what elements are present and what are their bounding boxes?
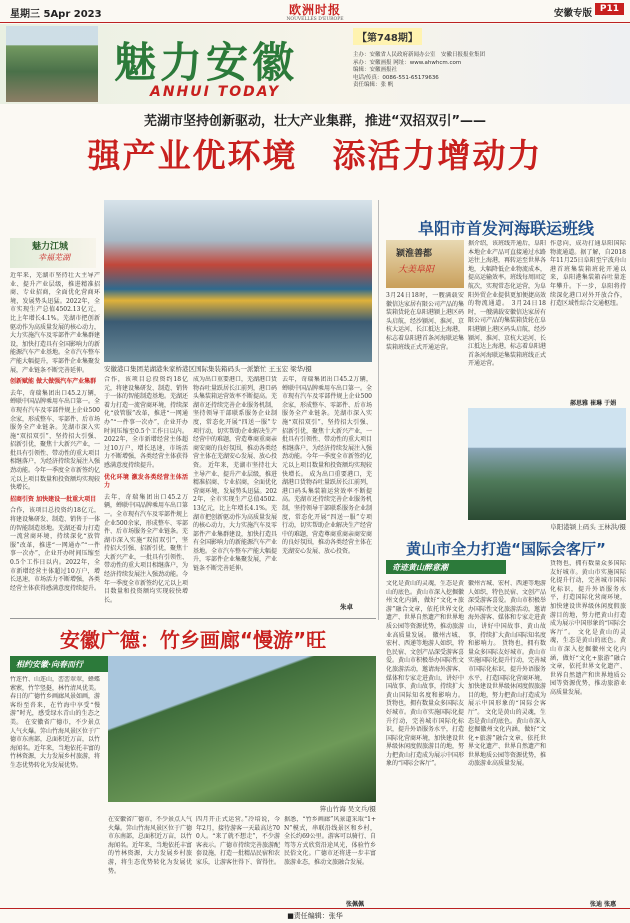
lead-column-1	[10, 272, 100, 612]
lead-column-3	[193, 376, 277, 612]
info-line: 责任编辑：张 帆	[353, 82, 394, 88]
huangshan-column-2	[468, 580, 546, 898]
lead-text: 去年，奇瑞集团出口45.2万辆，蝉联中国品牌乘用车出口第一。全市现有汽车及零部件规上企业500余家，形成整车、零部件、后市场服务全产业链条。芜湖市深入实施“双招双引”，坚持招大引强、招新引优，聚焦十大新兴产业，一批具有引领性、带动性的重大项目相继落户，为经济持续发展注入强劲动能。今年一季度全市新签约亿元以上项目数量和投资额均实现较快增长。	[10, 389, 100, 492]
lead-text: 合作，该项目总投资约18亿元，将建设集研发、制造、销售于一体的智能制造基地。芜湖还着力打造一流营商环境，持续深化“放管服”改革，推进“一网通办”“一件事一次办”，企业开办时间压缩至0.5个工作日以内。2022年，全市新增经营主体超过10万户，增长迅速，市场活力不断增强，各类经营主体获得感满意度持续提升。	[104, 376, 188, 469]
lead-column-2	[104, 376, 188, 612]
lead-subhead-1: 创新赋能 做大做强汽车产业集群	[10, 378, 97, 386]
lead-subhead-2: 招商引资 加快建设一批重大项目	[10, 495, 97, 503]
huangshan-column-1	[386, 580, 464, 898]
bamboo-text: 四月开正式运营。”冷培说，今年2月，接待游客一天最高达700人。“来了就不想走”，不少游客表示。广德市持续完善旅游配套设施，打造一批精品民宿和农家乐，让游客住得下、留得住。	[196, 816, 280, 866]
fuyang-byline: 郝思雅 崔琳 于娟	[570, 400, 617, 407]
fuyang-banner-title: 颍淮善都	[396, 249, 433, 259]
masthead	[0, 24, 630, 104]
port-photo-caption: 安徽港口集团芜湖港朱家桥港区国际集装箱码头一派繁忙 王玉宏 梁华/摄	[104, 365, 312, 373]
bamboo-column-1	[10, 676, 100, 898]
lead-column-4	[282, 376, 372, 602]
bamboo-text: 竹连竹、山连山，峦峦翠翠，蜂蝶萦萦，竹竿竖挺，林竹清风优美。春日的广德竹乡画廊风景如画，游客纷至沓来，在竹海中享受“慢游”时光，感受绿水青山的生态之美。	[10, 676, 100, 726]
lead-text: 成为出口重要港口，芜湖港口货物吞吐量跃居长江前列，港口码头集装箱运营效率不断提高。芜湖市还持续完善企业服务机制，坚持领导干部联系服务企业制度，常态化开展“四送一服”专项行动，切实帮助企业解决生产经营中的难题，营造尊商重商亲商安商的良好氛围，推动各类经营主体在芜湖安心发展、放心投资。	[193, 376, 277, 469]
bamboo-forest-photo	[108, 656, 376, 802]
masthead-title: 魅力安徽	[114, 38, 299, 87]
masthead-info	[353, 52, 623, 90]
fuyang-column-1	[386, 292, 464, 492]
paper-name: 欧洲时报	[288, 3, 341, 17]
lead-text: 去年，奇瑞集团出口45.2万辆，蝉联中国品牌乘用车出口第一。全市现有汽车及零部件规上企业500余家，形成整车、零部件、后市场服务全产业链条。芜湖市深入实施“双招双引”，坚持招大引强、招新引优，聚焦十大新兴产业，一批具有引领性、带动性的重大项目相继落户，为经济持续发展注入强劲动能。今年一季度全市新签约亿元以上项目数量和投资额均实现较快增长。	[104, 493, 188, 604]
bamboo-text: 据悉，“竹乡画廊”风景道采取“1+N”模式，串联沿线景区和乡村，全长约69公里。游客可以骑行、自驾等方式欣赏沿途风光，体验竹乡民俗文化。广德市还将进一步丰富旅游业态，推动文旅融合发展。	[284, 816, 376, 866]
lead-subhead-3: 优化环境 激发各类经营主体活力	[104, 473, 188, 490]
huangshan-banner-title: 奇迹黄山醉意潮	[392, 563, 448, 572]
paper-logo	[268, 1, 362, 22]
lead-text: 近年来，芜湖市坚持壮大主导产业、提升产业层级，推进精准招商、专业招商，全面优化营商环境，发展势头迅猛。2022年，全市实现生产总值4502.13亿元，比上年增长4.1%。芜湖市把创新驱动作为高质量发展的核心动力，大力实施汽车及零部件产业集群建设，加快打造具有全国影响力的新能源汽车产业基地。全市汽车整车产能大幅提升，零部件企业集聚发展，产业链条不断完善延伸。	[10, 272, 100, 374]
bamboo-photo-caption: 笄山竹海 吴文兵/摄	[319, 805, 376, 813]
huangshan-banner	[386, 560, 506, 574]
bamboo-banner	[10, 656, 110, 672]
column-divider	[378, 200, 379, 620]
fuyang-text: 3月24日18时，一艘满载安徽信达家居有限公司产品的集装箱货轮在阜阳港颍上港区码头启航，经沙颍河、淮河、京杭大运河、长江抵达上海港，标志着阜阳港首条河海联运集装箱班线正式开通运营。	[386, 292, 464, 351]
masthead-landscape-image	[6, 26, 98, 102]
fuyang-headline: 阜阳市首发河海联运班线	[417, 219, 594, 238]
bamboo-headline: 安徽广德：竹乡画廊“慢游”旺	[59, 628, 327, 652]
page-number: P11	[595, 3, 624, 15]
info-line: 主办：安徽省人民政府新闻办公室 安徽日报报业集团	[353, 52, 486, 58]
bamboo-byline: 张佩佩	[346, 901, 365, 908]
section-rule	[10, 618, 376, 619]
huangshan-byline: 张迪 张惠	[590, 901, 617, 908]
bamboo-banner-title: 相约安徽·向春而行	[16, 660, 84, 669]
bamboo-column-3	[196, 816, 280, 900]
lead-kicker: 芜湖市坚持创新驱动，壮大产业集群，推进“双招双引”——	[143, 114, 487, 129]
lead-headline: 强产业优环境 添活力增动力	[87, 136, 543, 175]
section-tag-title: 魅力江城	[32, 242, 69, 252]
fuyang-column-3	[550, 240, 626, 395]
fuyang-banner	[386, 240, 464, 288]
masthead-subtitle: ANHUI TODAY	[150, 84, 281, 100]
port-photo	[104, 200, 372, 362]
lead-text: 合作，该项目总投资约18亿元，将建设集研发、制造、销售于一体的智能制造基地。芜湖还着力打造一流营商环境，持续深化“放管服”改革，推进“一网通办”“一件事一次办”，企业开办时间压缩至0.5个工作日以内。2022年，全市新增经营主体超过10万户，增长迅速，市场活力不断增强，各类经营主体获得感满意度持续提升。	[10, 507, 100, 592]
huangshan-text: 文化是黄山的灵魂，生态是黄山的底色。黄山市深入挖掘徽州文化内涵，做好“文化+旅游”融合文章，依托世界文化遗产、世界自然遗产和世界地质公园等资源优势，推动旅游业高质量发展。	[550, 628, 626, 696]
info-line: 承办：安徽画报 网址：www.ahwhcm.com	[353, 59, 462, 66]
huangshan-text: 文化是黄山的灵魂，生态是黄山的底色。黄山市深入挖掘徽州文化内涵，做好“文化+旅游”融合文章，依托世界文化遗产、世界自然遗产和世界地质公园等资源优势，推动旅游业高质量发展。	[386, 580, 464, 639]
fuyang-text: 3月24日18时，一艘满载安徽信达家居有限公司产品的集装箱货轮在阜阳港颍上港区码头启航，经沙颍河、淮河、京杭大运河、长江抵达上海港，标志着阜阳港首条河海联运集装箱班线正式开通运营。	[468, 300, 546, 368]
huangshan-text: 貨物也，拥有数量众多国际友好城市。黄山市实施国际化提升行动，完善城市国际化标识，提升外语服务水平，打造国际化营商环境，加快建设世界级休闲度假旅游目的地，努力把黄山打造成为展示中国形象的“国际会客厅”。	[550, 560, 626, 636]
bamboo-text: 在安徽省广德市，不少景点人气火爆。笄山竹海风景区位于广德市东南部，总面积近万亩，以竹海闻名。近年来，当地依托丰富的竹林资源，大力发展乡村旅游，将生态优势转化为发展优势。	[108, 816, 192, 875]
fuyang-text: 作意向，成功打通阜阳国际物流通道。据了解，自2018年11月25日阜阳至宁波舟山港首班集装箱班轮开通以来，阜阳港集装箱吞吐量连年攀升。下一步，阜阳将持续深化港口对外开放合作，打造区域性综合交通枢纽。	[550, 240, 626, 308]
lead-byline: 朱卓	[340, 603, 353, 611]
info-line: 电话/传真：0086-551-65179636	[353, 74, 439, 81]
lead-text: 成为出口重要港口，芜湖港口货物吞吐量跃居长江前列，港口码头集装箱运营效率不断提高。芜湖市还持续完善企业服务机制，坚持领导干部联系服务企业制度，常态化开展“四送一服”专项行动，切实帮助企业解决生产经营中的难题，营造尊商重商亲商安商的良好氛围，推动各类经营主体在芜湖安心发展、放心投资。	[282, 470, 372, 555]
paper-name-en: NOUVELLES D'EUROPE	[286, 17, 344, 22]
huangshan-column-3	[550, 560, 626, 898]
fuyang-photo-caption: 阜阳港颍上码头 王林洪/摄	[550, 523, 626, 531]
fuyang-text: 据介绍，该班线开通后，阜阳本地企业产品可直接通过水路运往上海港，再转运至世界各地，大幅降低企业物流成本，提高运输效率。班线每周固定航次，实现常态化运营，为阜阳外贸企业提供更加便捷高效的物流通道。	[468, 240, 546, 308]
footer-rule	[0, 908, 630, 909]
bamboo-text: 在安徽省广德市，不少景点人气火爆。笄山竹海风景区位于广德市东南部，总面积近万亩，以竹海闻名。近年来，当地依托丰富的竹林资源，大力发展乡村旅游，将生态优势转化为发展优势。	[10, 718, 100, 769]
section-tag	[10, 238, 96, 268]
huangshan-text: 貨物也，拥有数量众多国际友好城市。黄山市实施国际化提升行动，完善城市国际化标识，提升外语服务水平，打造国际化营商环境，加快建设世界级休闲度假旅游目的地，努力把黄山打造成为展示中国形象的“国际会客厅”。	[386, 700, 464, 768]
fuyang-port-photo	[468, 408, 626, 520]
issue-date: 星期三 5Apr 2023	[10, 9, 102, 20]
lead-text: 去年，奇瑞集团出口45.2万辆，蝉联中国品牌乘用车出口第一。全市现有汽车及零部件规上企业500余家，形成整车、零部件、后市场服务全产业链条。芜湖市深入实施“双招双引”，坚持招大引强、招新引优，聚焦十大新兴产业，一批具有引领性、带动性的重大项目相继落户，为经济持续发展注入强劲动能。今年一季度全市新签约亿元以上项目数量和投资额均实现较快增长。	[282, 376, 372, 478]
issue-number: 【第748期】	[353, 28, 422, 45]
lead-text: 近年来，芜湖市坚持壮大主导产业、提升产业层级，推进精准招商、专业招商，全面优化营商环境，发展势头迅猛。2022年，全市实现生产总值4502.13亿元，比上年增长4.1%。芜湖市把创新驱动作为高质量发展的核心动力，大力实施汽车及零部件产业集群建设，加快打造具有全国影响力的新能源汽车产业基地。全市汽车整车产能大幅提升，零部件企业集聚发展，产业链条不断完善延伸。	[193, 461, 277, 573]
page-header	[0, 0, 630, 23]
huangshan-headline: 黄山市全力打造“国际会客厅”	[406, 540, 606, 558]
huangshan-text: 貨物也，拥有数量众多国际友好城市。黄山市实施国际化提升行动，完善城市国际化标识，提升外语服务水平，打造国际化营商环境，加快建设世界级休闲度假旅游目的地，努力把黄山打造成为展示中国形象的“国际会客厅”。	[468, 640, 546, 716]
info-line: 编辑：安徽画报社	[353, 67, 398, 73]
section-tag-sub: 幸福芜湖	[38, 253, 70, 262]
bamboo-column-4	[284, 816, 376, 896]
footer-editor: ■责任编辑：张华	[287, 912, 343, 920]
bamboo-column-2	[108, 816, 192, 900]
huangshan-text: 徽州古城、宏村、西递等地游人如织，特色民宿、文创产品深受游客喜爱。黄山市积极举办国际性文化旅游活动，邀请海外游客、媒体和专家走进黄山，讲好中国故事、黄山故事，持续扩大黄山国际知名度和影响力。	[468, 580, 546, 648]
huangshan-text: 徽州古城、宏村、西递等地游人如织，特色民宿、文创产品深受游客喜爱。黄山市积极举办国际性文化旅游活动，邀请海外游客、媒体和专家走进黄山，讲好中国故事、黄山故事，持续扩大黄山国际知名度和影响力。	[386, 631, 464, 699]
edition-label: 安徽专版	[553, 8, 592, 19]
huangshan-text: 文化是黄山的灵魂，生态是黄山的底色。黄山市深入挖掘徽州文化内涵，做好“文化+旅游”融合文章，依托世界文化遗产、世界自然遗产和世界地质公园等资源优势，推动旅游业高质量发展。	[468, 708, 546, 768]
fuyang-banner-sub: 大美阜阳	[398, 265, 435, 275]
